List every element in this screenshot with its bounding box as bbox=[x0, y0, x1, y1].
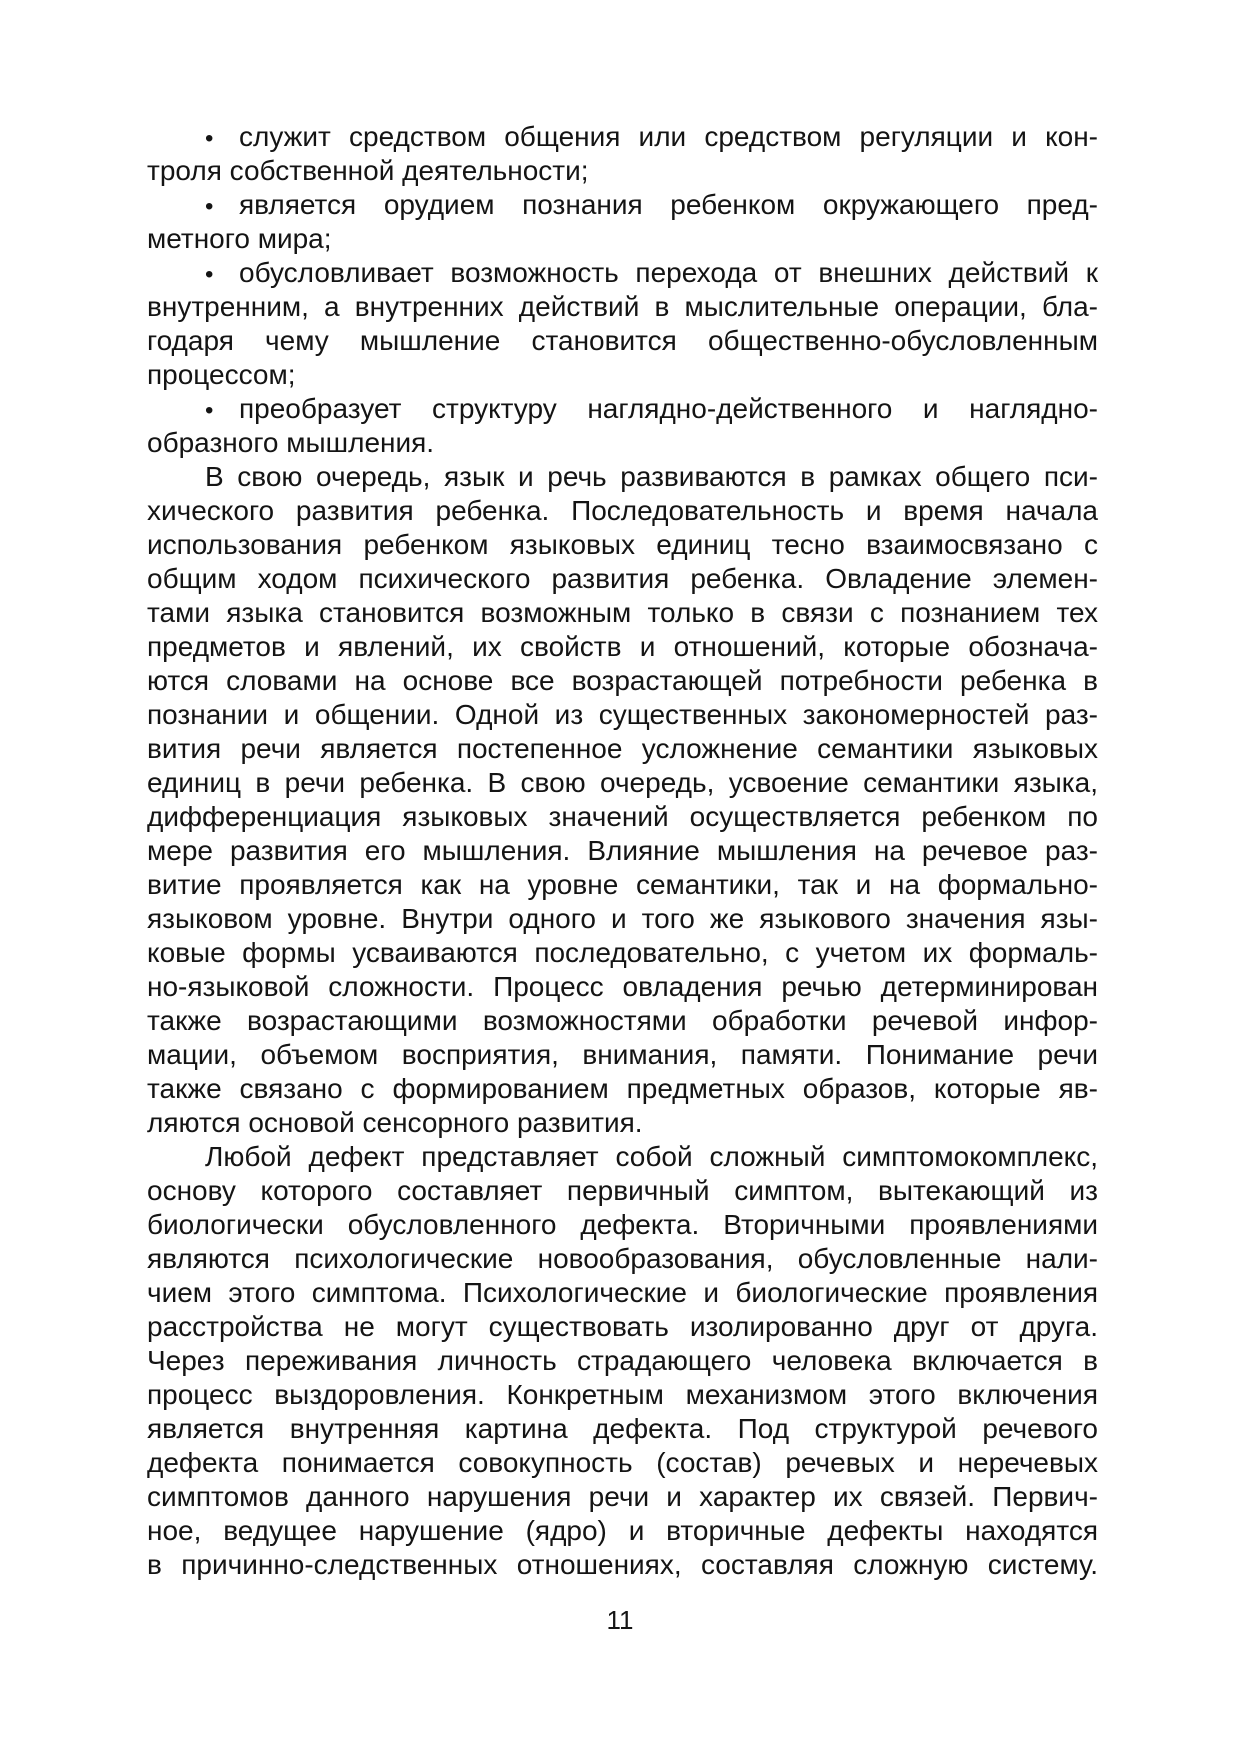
text-line: но-языковой сложности. Процесс овладения речью детерминирован bbox=[147, 971, 1098, 1002]
text-line: также связано с формированием предметных образов, которые яв- bbox=[147, 1073, 1098, 1104]
bullet-marker: • bbox=[205, 193, 214, 220]
text-line: ное, ведущее нарушение (ядро) и вторичные дефекты находятся bbox=[147, 1515, 1098, 1546]
text-line: основу которого составляет первичный симптом, вытекающий из bbox=[147, 1175, 1098, 1206]
text-line: чием этого симптома. Психологические и биологические проявления bbox=[147, 1277, 1098, 1308]
text-line: языковом уровне. Внутри одного и того же языкового значения язы- bbox=[147, 903, 1098, 934]
text-line: Через переживания личность страдающего человека включается в bbox=[147, 1345, 1098, 1376]
bullet-text: является орудием познания ребенком окружающего пред- bbox=[239, 189, 1098, 220]
bullet-marker: • bbox=[205, 261, 214, 288]
text-line: В свою очередь, язык и речь развиваются в рамках общего пси- bbox=[205, 461, 1098, 492]
bullet-marker: • bbox=[205, 125, 214, 152]
bullet-text: преобразует структуру наглядно-действенного и наглядно- bbox=[239, 393, 1098, 424]
text-line bbox=[147, 120, 1098, 154]
text-line: метного мира; bbox=[147, 223, 332, 254]
text-line: процессом; bbox=[147, 359, 296, 390]
text-line: тами языка становится возможным только в связи с познанием тех bbox=[147, 597, 1098, 628]
page-number: 11 bbox=[606, 1605, 634, 1635]
text-line: познании и общении. Одной из существенных закономерностей раз- bbox=[147, 699, 1098, 730]
text-line: единиц в речи ребенка. В свою очередь, усвоение семантики языка, bbox=[147, 767, 1098, 798]
text-line: дефекта понимается совокупность (состав) речевых и неречевых bbox=[147, 1447, 1098, 1478]
text-line: витие проявляется как на уровне семантики, так и на формально- bbox=[147, 869, 1098, 900]
text-line: симптомов данного нарушения речи и характер их связей. Первич- bbox=[147, 1481, 1098, 1512]
text-line: вития речи является постепенное усложнение семантики языковых bbox=[147, 733, 1098, 764]
text-line: являются психологические новообразования, обусловленные нали- bbox=[147, 1243, 1098, 1274]
text-line: дифференциация языковых значений осуществляется ребенком по bbox=[147, 801, 1098, 832]
paragraph bbox=[147, 1140, 1098, 1582]
bullet-item bbox=[147, 120, 1098, 188]
text-line: также возрастающими возможностями обработки речевой инфор- bbox=[147, 1005, 1098, 1036]
text-line: использования ребенком языковых единиц тесно взаимосвязано с bbox=[147, 529, 1098, 560]
text-line: хического развития ребенка. Последовательность и время начала bbox=[147, 495, 1098, 526]
text-line: Любой дефект представляет собой сложный симптомокомплекс, bbox=[205, 1141, 1098, 1172]
paragraph bbox=[147, 460, 1098, 1140]
bullet-item bbox=[147, 392, 1098, 460]
text-line: процесс выздоровления. Конкретным механизмом этого включения bbox=[147, 1379, 1098, 1410]
text-line: биологически обусловленного дефекта. Вторичными проявлениями bbox=[147, 1209, 1098, 1240]
text-line: ляются основой сенсорного развития. bbox=[147, 1107, 643, 1138]
page-body bbox=[147, 120, 1098, 1582]
text-line bbox=[147, 392, 1098, 426]
bullet-item bbox=[147, 188, 1098, 256]
text-line bbox=[147, 188, 1098, 222]
text-line bbox=[147, 256, 1098, 290]
text-line: общим ходом психического развития ребенка. Овладение элемен- bbox=[147, 563, 1098, 594]
text-line: троля собственной деятельности; bbox=[147, 155, 589, 186]
bullet-text: обусловливает возможность перехода от внешних действий к bbox=[239, 257, 1098, 288]
text-line: является внутренняя картина дефекта. Под структурой речевого bbox=[147, 1413, 1098, 1444]
text-line: мере развития его мышления. Влияние мышления на речевое раз- bbox=[147, 835, 1098, 866]
text-line: годаря чему мышление становится общественно-обусловленным bbox=[147, 325, 1098, 356]
text-line: расстройства не могут существовать изолированно друг от друга. bbox=[147, 1311, 1098, 1342]
bullet-item bbox=[147, 256, 1098, 392]
text-line: образного мышления. bbox=[147, 427, 435, 458]
text-line: внутренним, а внутренних действий в мыслительные операции, бла- bbox=[147, 291, 1098, 322]
text-line: предметов и явлений, их свойств и отношений, которые обознача- bbox=[147, 631, 1098, 662]
bullet-marker: • bbox=[205, 397, 214, 424]
text-line: ковые формы усваиваются последовательно, с учетом их формаль- bbox=[147, 937, 1098, 968]
bullet-text: служит средством общения или средством регуляции и кон- bbox=[239, 121, 1098, 152]
text-line: в причинно-следственных отношениях, составляя сложную систему. bbox=[147, 1549, 1098, 1580]
text-line: ются словами на основе все возрастающей потребности ребенка в bbox=[147, 665, 1098, 696]
text-line: мации, объемом восприятия, внимания, памяти. Понимание речи bbox=[147, 1039, 1098, 1070]
